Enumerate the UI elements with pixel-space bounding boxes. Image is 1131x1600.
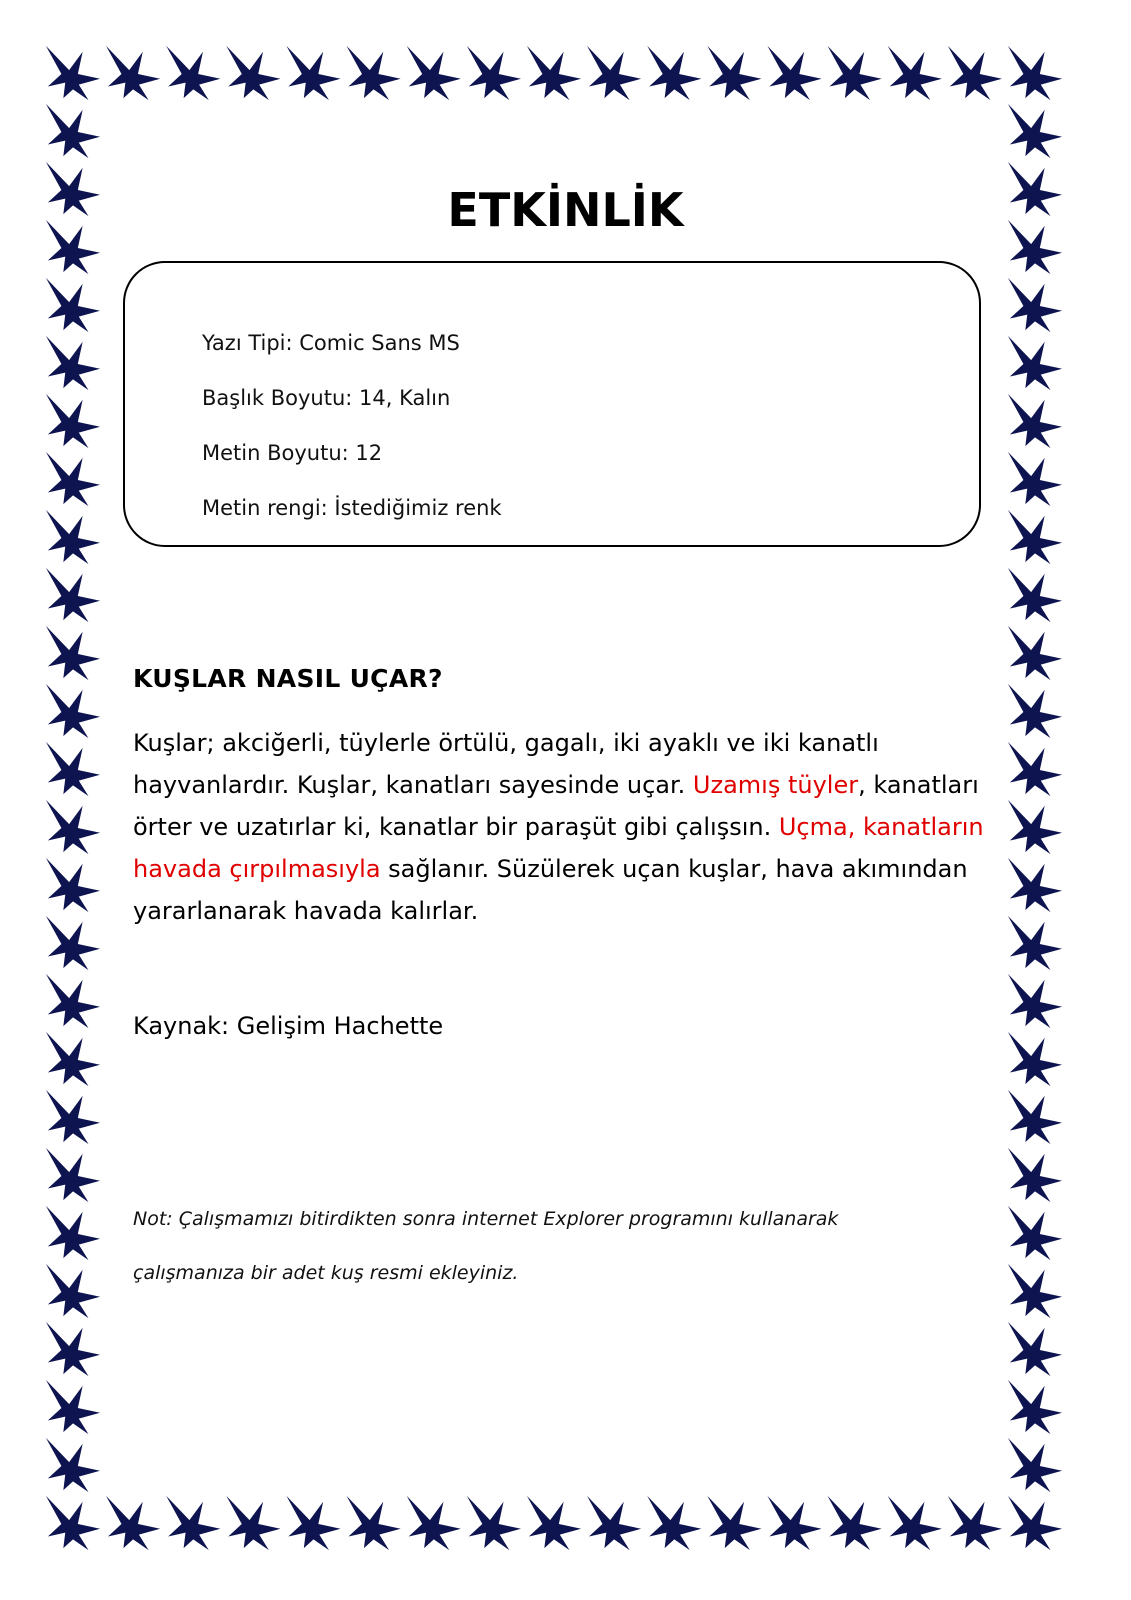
swallow-bird-icon [767,1496,821,1550]
swallow-bird-icon [1008,742,1062,796]
swallow-bird-icon [407,46,461,100]
note-block [133,1192,838,1300]
swallow-bird-icon [46,1090,100,1144]
swallow-bird-icon [347,1496,401,1550]
swallow-bird-icon [1008,452,1062,506]
swallow-bird-icon [46,1264,100,1318]
highlight-text: Uçma, kanatların [778,813,984,841]
swallow-bird-icon [647,1496,701,1550]
swallow-bird-icon [1008,1438,1062,1492]
body-text: sağlanır. Süzülerek uçan kuşlar, hava akımından [380,855,968,883]
swallow-bird-icon [286,1496,340,1550]
swallow-bird-icon [888,46,942,100]
body-text: hayvanlardır. Kuşlar, kanatları sayesinde uçar. [133,771,693,799]
highlight-text: havada çırpılmasıyla [133,855,381,883]
body-line-3 [133,806,1013,848]
swallow-bird-icon [1008,1264,1062,1318]
text-color-line: Metin rengi: İstediğimiz renk [202,496,502,520]
swallow-bird-icon [46,1148,100,1202]
swallow-bird-icon [1008,858,1062,912]
heading-size-line: Başlık Boyutu: 14, Kalın [202,386,451,410]
swallow-bird-icon [1008,916,1062,970]
swallow-bird-icon [948,46,1002,100]
swallow-bird-icon [46,626,100,680]
highlight-text: Uzamış tüyler [692,771,859,799]
swallow-bird-icon [347,46,401,100]
swallow-bird-icon [46,1438,100,1492]
swallow-bird-icon [767,46,821,100]
swallow-bird-icon [226,46,280,100]
swallow-bird-icon [948,1496,1002,1550]
swallow-bird-icon [828,1496,882,1550]
swallow-bird-icon [46,916,100,970]
swallow-bird-icon [46,742,100,796]
swallow-bird-icon [527,1496,581,1550]
swallow-bird-icon [1008,626,1062,680]
body-line-2 [133,764,1013,806]
swallow-bird-icon [1008,1148,1062,1202]
swallow-bird-icon [46,974,100,1028]
swallow-bird-icon [1008,510,1062,564]
swallow-bird-icon [1008,1322,1062,1376]
swallow-bird-icon [527,46,581,100]
source-credit: Kaynak: Gelişim Hachette [133,1012,444,1040]
swallow-bird-icon [46,1206,100,1260]
swallow-bird-icon [1008,684,1062,738]
swallow-bird-icon [888,1496,942,1550]
swallow-bird-icon [407,1496,461,1550]
body-line-1: Kuşlar; akciğerli, tüylerle örtülü, gagalı, iki ayaklı ve iki kanatlı [133,729,879,757]
swallow-bird-icon [828,46,882,100]
body-line-4 [133,848,1013,890]
swallow-bird-icon [587,46,641,100]
swallow-bird-icon [1008,1032,1062,1086]
swallow-bird-icon [166,1496,220,1550]
swallow-bird-icon [46,278,100,332]
swallow-bird-icon [647,46,701,100]
body-line-5: yararlanarak havada kalırlar. [133,897,479,925]
swallow-bird-icon [1008,46,1062,100]
body-text: örter ve uzatırlar ki, kanatlar bir paraşüt gibi çalışsın. [133,813,779,841]
swallow-bird-icon [1008,278,1062,332]
swallow-bird-icon [1008,394,1062,448]
swallow-bird-icon [46,684,100,738]
format-info-box [123,261,981,547]
swallow-bird-icon [46,394,100,448]
swallow-bird-icon [1008,336,1062,390]
swallow-bird-icon [46,452,100,506]
swallow-bird-icon [46,800,100,854]
swallow-bird-icon [106,1496,160,1550]
swallow-bird-icon [46,1496,100,1550]
swallow-bird-icon [226,1496,280,1550]
swallow-bird-icon [1008,1496,1062,1550]
note-line-2: çalışmanıza bir adet kuş resmi ekleyiniz. [133,1262,519,1284]
swallow-bird-icon [467,1496,521,1550]
swallow-bird-icon [467,46,521,100]
article-heading: KUŞLAR NASIL UÇAR? [133,664,443,693]
swallow-bird-icon [1008,568,1062,622]
body-text: , kanatları [858,771,979,799]
swallow-bird-icon [1008,1380,1062,1434]
swallow-bird-icon [707,1496,761,1550]
swallow-bird-icon [1008,974,1062,1028]
swallow-bird-icon [46,336,100,390]
swallow-bird-icon [1008,1206,1062,1260]
swallow-bird-icon [46,858,100,912]
swallow-bird-icon [46,46,100,100]
swallow-bird-icon [166,46,220,100]
swallow-bird-icon [106,46,160,100]
article-body [133,722,1013,932]
swallow-bird-icon [46,1322,100,1376]
page-title: ETKİNLİK [447,183,684,237]
swallow-bird-icon [46,104,100,158]
swallow-bird-icon [1008,1090,1062,1144]
note-line-1: Not: Çalışmamızı bitirdikten sonra internet Explorer programını kullanarak [133,1208,839,1230]
swallow-bird-icon [1008,104,1062,158]
swallow-bird-icon [46,568,100,622]
swallow-bird-icon [707,46,761,100]
font-type-line: Yazı Tipi: Comic Sans MS [202,331,460,355]
swallow-bird-icon [286,46,340,100]
swallow-bird-icon [1008,800,1062,854]
text-size-line: Metin Boyutu: 12 [202,441,383,465]
swallow-bird-icon [46,510,100,564]
swallow-bird-icon [46,1032,100,1086]
swallow-bird-icon [587,1496,641,1550]
swallow-bird-icon [46,1380,100,1434]
